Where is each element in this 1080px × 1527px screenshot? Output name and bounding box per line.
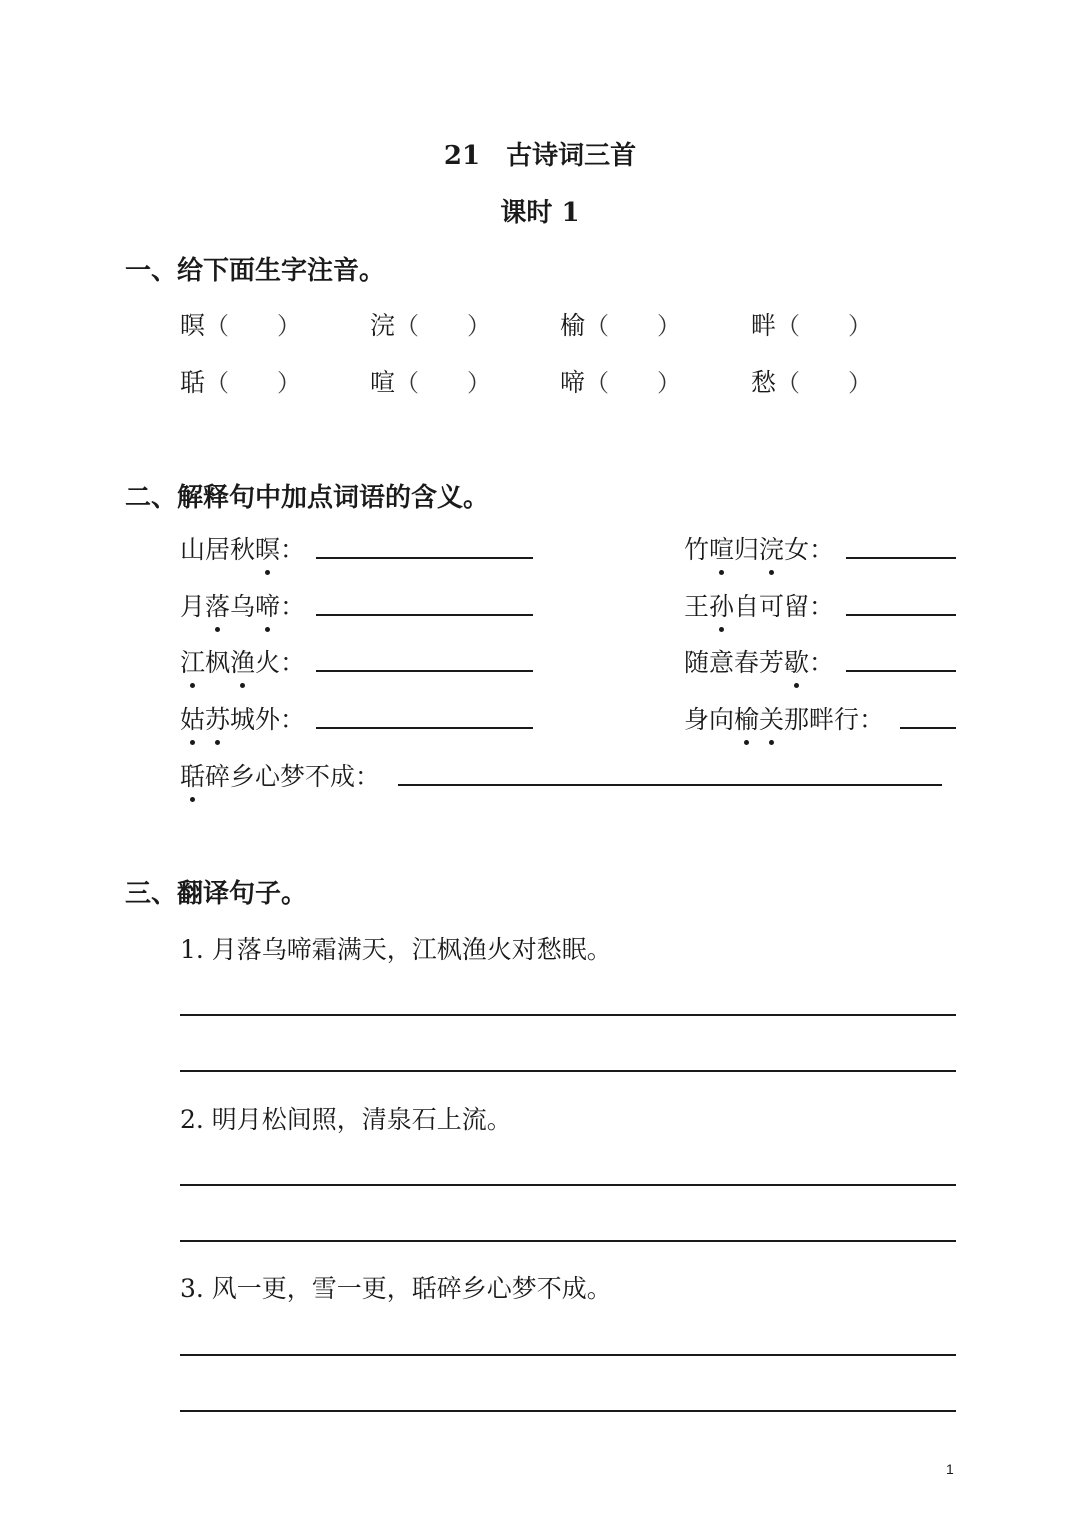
pinyin-item: [180, 306, 301, 342]
pinyin-blank[interactable]: （ ）: [395, 369, 492, 397]
char: 畔: [751, 311, 777, 340]
pinyin-blank[interactable]: （ ）: [585, 312, 682, 340]
dotted-char: 暝: [255, 530, 280, 566]
char: 啼: [560, 368, 586, 397]
dotted-char: 歇: [784, 643, 809, 679]
page-number: 1: [946, 1461, 954, 1477]
translation-line[interactable]: [180, 1014, 956, 1016]
pinyin-blank[interactable]: （ ）: [776, 369, 873, 397]
pinyin-blank[interactable]: （ ）: [205, 312, 302, 340]
translation-line[interactable]: [180, 1240, 956, 1242]
dotted-char: 喧: [709, 530, 734, 566]
phrase-right-2: 王孙自可留：: [684, 587, 834, 623]
answer-line[interactable]: [846, 614, 956, 616]
dotted-char: 孙: [709, 587, 734, 623]
char: 榆: [560, 311, 586, 340]
char: 暝: [180, 311, 206, 340]
char: 喧: [370, 368, 396, 397]
dotted-char: 聒: [180, 757, 205, 793]
dotted-char: 啼: [255, 587, 280, 623]
phrase-right-4: 身向榆关那畔行：: [684, 700, 884, 736]
pinyin-item: [751, 306, 872, 342]
dotted-char: 榆: [734, 700, 759, 736]
pinyin-item: [370, 363, 491, 399]
translation-line[interactable]: [180, 1070, 956, 1072]
pinyin-item: [180, 363, 301, 399]
answer-line[interactable]: [316, 614, 533, 616]
pinyin-item: [370, 306, 491, 342]
phrase-right-1: 竹喧归浣女：: [684, 530, 834, 566]
sentence-2: 2. 明月松间照，清泉石上流。: [180, 1105, 512, 1134]
pinyin-item: [751, 363, 872, 399]
section3-heading: 三、翻译句子。: [125, 879, 308, 909]
dotted-char: 关: [759, 700, 784, 736]
phrase-right-3: 随意春芳歇：: [684, 643, 834, 679]
section1-heading: 一、给下面生字注音。: [125, 256, 386, 286]
phrase-left-3: 江枫渔火：: [180, 643, 305, 679]
phrase-left-2: 月落乌啼：: [180, 587, 305, 623]
answer-line[interactable]: [900, 727, 956, 729]
pinyin-blank[interactable]: （ ）: [776, 312, 873, 340]
answer-line[interactable]: [398, 784, 942, 786]
dotted-char: 浣: [759, 530, 784, 566]
answer-line[interactable]: [316, 670, 533, 672]
translation-line[interactable]: [180, 1410, 956, 1412]
pinyin-blank[interactable]: （ ）: [205, 369, 302, 397]
phrase-left-1: 山居秋暝：: [180, 530, 305, 566]
char: 聒: [180, 368, 206, 397]
lesson-subtitle: 课时 1: [500, 198, 580, 228]
translation-line[interactable]: [180, 1184, 956, 1186]
pinyin-blank[interactable]: （ ）: [395, 312, 492, 340]
dotted-char: 江: [180, 643, 205, 679]
pinyin-item: [560, 306, 681, 342]
dotted-char: 渔: [230, 643, 255, 679]
worksheet-title: 21 古诗词三首: [443, 141, 637, 171]
char: 浣: [370, 311, 396, 340]
pinyin-item: [560, 363, 681, 399]
pinyin-blank[interactable]: （ ）: [585, 369, 682, 397]
dotted-char: 苏: [205, 700, 230, 736]
sentence-1: 1. 月落乌啼霜满天，江枫渔火对愁眠。: [180, 935, 612, 964]
sentence-3: 3. 风一更，雪一更，聒碎乡心梦不成。: [180, 1274, 612, 1303]
phrase-left-4: 姑苏城外：: [180, 700, 305, 736]
answer-line[interactable]: [846, 670, 956, 672]
section2-heading: 二、解释句中加点词语的含义。: [125, 483, 490, 513]
answer-line[interactable]: [846, 557, 956, 559]
char: 愁: [751, 368, 777, 397]
translation-line[interactable]: [180, 1354, 956, 1356]
phrase-left-5: 聒碎乡心梦不成：: [180, 757, 380, 793]
answer-line[interactable]: [316, 557, 533, 559]
dotted-char: 姑: [180, 700, 205, 736]
answer-line[interactable]: [316, 727, 533, 729]
dotted-char: 落: [205, 587, 230, 623]
